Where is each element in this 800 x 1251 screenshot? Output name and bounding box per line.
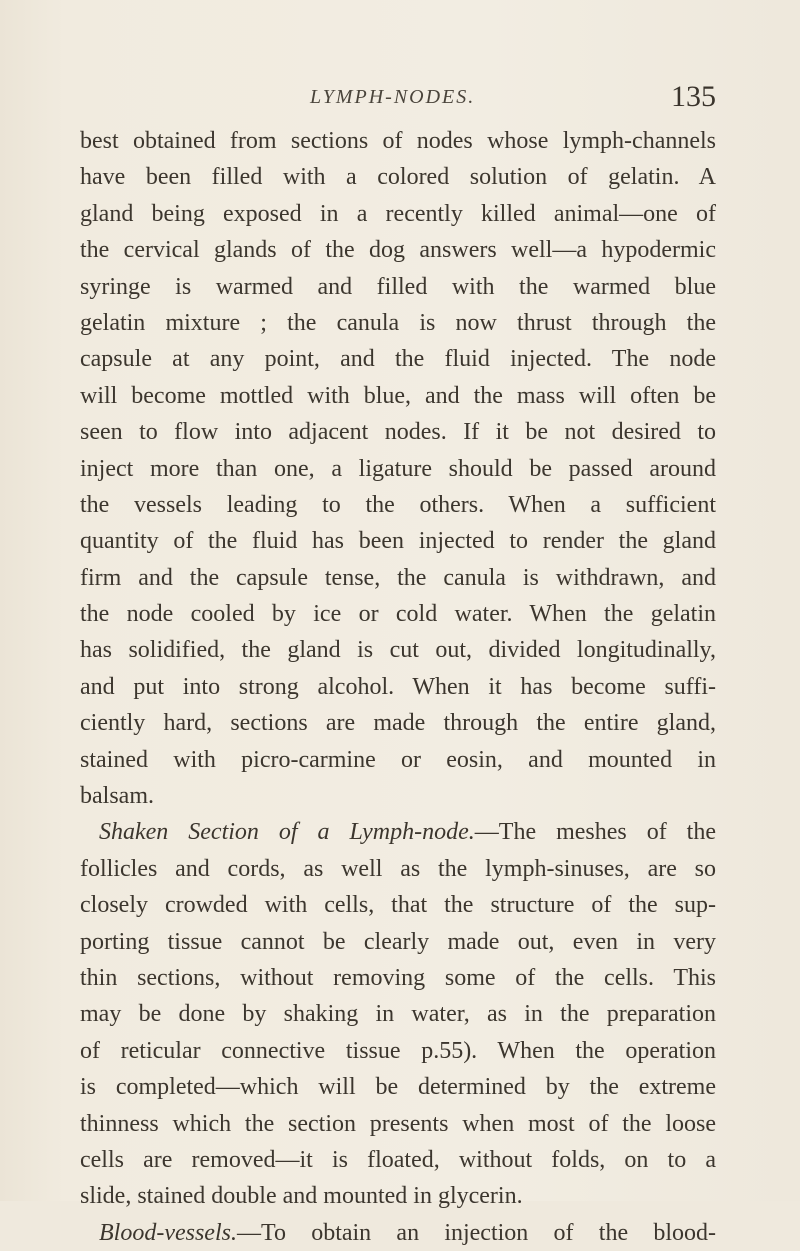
- text-line: best obtained from sections of nodes whose lymph-channels: [80, 128, 716, 154]
- text-line: ciently hard, sections are made through the entire gland,: [80, 710, 716, 737]
- text-line: closely crowded with cells, that the structure of the sup-: [80, 892, 716, 919]
- text-line: cells are removed—it is floated, without folds, on to a: [80, 1146, 716, 1173]
- text-line: is completed—which will be determined by the extreme: [80, 1074, 716, 1101]
- body-text: [80, 123, 716, 1251]
- text-line: balsam.: [80, 783, 154, 810]
- text-line: thin sections, without removing some of the cells. This: [80, 964, 716, 991]
- text-fragment: —To obtain an injection of the blood-: [236, 1219, 716, 1246]
- text-line: syringe is warmed and filled with the warmed blue: [80, 273, 716, 300]
- text-line: capsule at any point, and the fluid injected. The node: [80, 346, 716, 373]
- text-line: will become mottled with blue, and the mass will often be: [80, 382, 716, 409]
- text-line: the vessels leading to the others. When a sufficient: [80, 491, 716, 518]
- text-line: slide, stained double and mounted in glycerin.: [80, 1183, 523, 1210]
- text-line: stained with picro-carmine or eosin, and mounted in: [80, 746, 716, 773]
- text-line: gland being exposed in a recently killed animal—one of: [80, 200, 716, 227]
- text-fragment: —The meshes of the: [474, 819, 717, 846]
- page-header: [80, 78, 716, 118]
- section-heading-blood-vessels: Blood-vessels.: [99, 1219, 237, 1246]
- section-heading-shaken: Shaken Section of a Lymph-node.: [99, 819, 475, 846]
- text-line: the node cooled by ice or cold water. When the gelatin: [80, 601, 716, 628]
- text-line: firm and the capsule tense, the canula is withdrawn, and: [80, 564, 716, 591]
- text-line: inject more than one, a ligature should be passed around: [80, 455, 716, 482]
- running-head: LYMPH-NODES.: [310, 86, 476, 108]
- text-line: seen to flow into adjacent nodes. If it be not desired to: [80, 419, 716, 446]
- text-line: follicles and cords, as well as the lymph-sinuses, are so: [80, 855, 716, 882]
- text-line: may be done by shaking in water, as in the preparation: [80, 1001, 716, 1028]
- text-line: the cervical glands of the dog answers well—a hypodermic: [80, 237, 716, 264]
- page-number: 135: [671, 80, 716, 113]
- section-blood-vessels-first-line: [80, 1215, 716, 1251]
- text-line: has solidified, the gland is cut out, divided longitudinally,: [80, 637, 716, 664]
- text-line: quantity of the fluid has been injected to render the gland: [80, 528, 716, 555]
- text-line: and put into strong alcohol. When it has become suffi-: [80, 673, 716, 700]
- text-line: thinness which the section presents when most of the loose: [80, 1110, 716, 1137]
- text-line: have been filled with a colored solution of gelatin. A: [80, 164, 716, 191]
- text-line: porting tissue cannot be clearly made out, even in very: [80, 928, 716, 955]
- section-shaken-first-line: [80, 814, 716, 850]
- text-line: of reticular connective tissue p.55). When the operation: [80, 1037, 716, 1064]
- text-line: gelatin mixture ; the canula is now thrust through the: [80, 309, 716, 336]
